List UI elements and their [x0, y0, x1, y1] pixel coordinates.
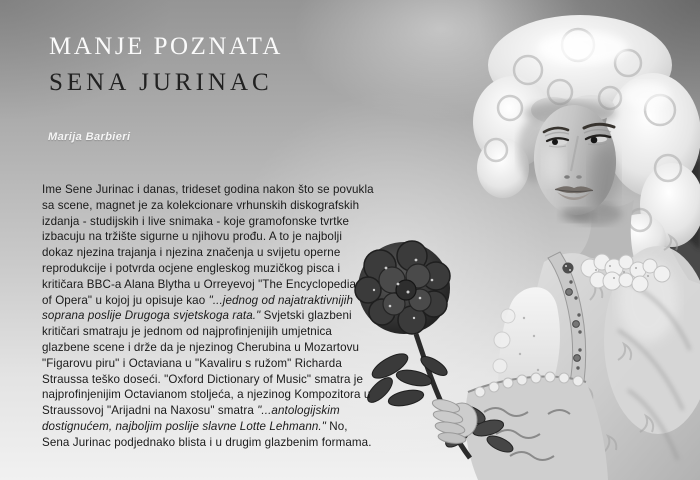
article-line: izdanja - studijskih i live snimaka - koje gramofonske tvrtke [42, 214, 350, 228]
article-line: Straussa teško doseći. "Oxford Dictionary of Music" smatra je [42, 372, 364, 386]
portrait-photo [328, 0, 700, 480]
article-line: "Figarovu piru" i Octaviana u "Kavaliru s ružom" Richarda [42, 356, 342, 370]
article-line: najprofinjenijim Octavianom stoljeća, a njezinog Kompozitora u [42, 388, 371, 402]
author-byline: Marija Barbieri [48, 131, 131, 143]
article-line: kritičara BBC-a Alana Blytha u Orreyevoj "The Encyclopedia [42, 277, 357, 291]
title-line-1: MANJE POZNATA [49, 33, 283, 60]
article-line: kritičari smatraju je jednom od najprofinjenijih umjetnica [42, 325, 332, 339]
silver-rose [355, 241, 515, 458]
article-line: sa scene, magnet je za kolekcionare vrhunskih diskografskih [42, 198, 360, 212]
article-line: of Opera" u kojoj ju opisuje kao "...jednog od najatraktivnijih [42, 293, 354, 307]
article-line: soprana poslije Drugoga svjetskoga rata." Svjetski glazbeni [42, 309, 352, 323]
brooch [563, 263, 574, 274]
article-body [42, 182, 374, 451]
article-line: Straussovoj "Arijadni na Naxosu" smatra "...antologijskim [42, 404, 340, 418]
article-line: dokaz njezina trajanja i njezina značenja u svijetu operne [42, 246, 341, 260]
article-line: glazbene scene i drže da je njezinog Cherubina u Mozartovu [42, 340, 360, 354]
article-line: reprodukcije i potvrda ocjene engleskog muzičkog pisca i [42, 261, 341, 275]
article-line: dostignućem, najboljim poslije slavne Lotte Lehmann." No, [42, 419, 348, 433]
article-line: Ime Sene Jurinac i danas, trideset godina nakon što se povukla [42, 183, 374, 196]
article-line: Sena Jurinac podjednako blista i u drugim glazbenim formama. [42, 435, 372, 449]
title-line-2: SENA JURINAC [49, 69, 273, 96]
article-line: izbacuju na tržište sigurne u njihovu prođu. A to je najbolji [42, 230, 342, 244]
